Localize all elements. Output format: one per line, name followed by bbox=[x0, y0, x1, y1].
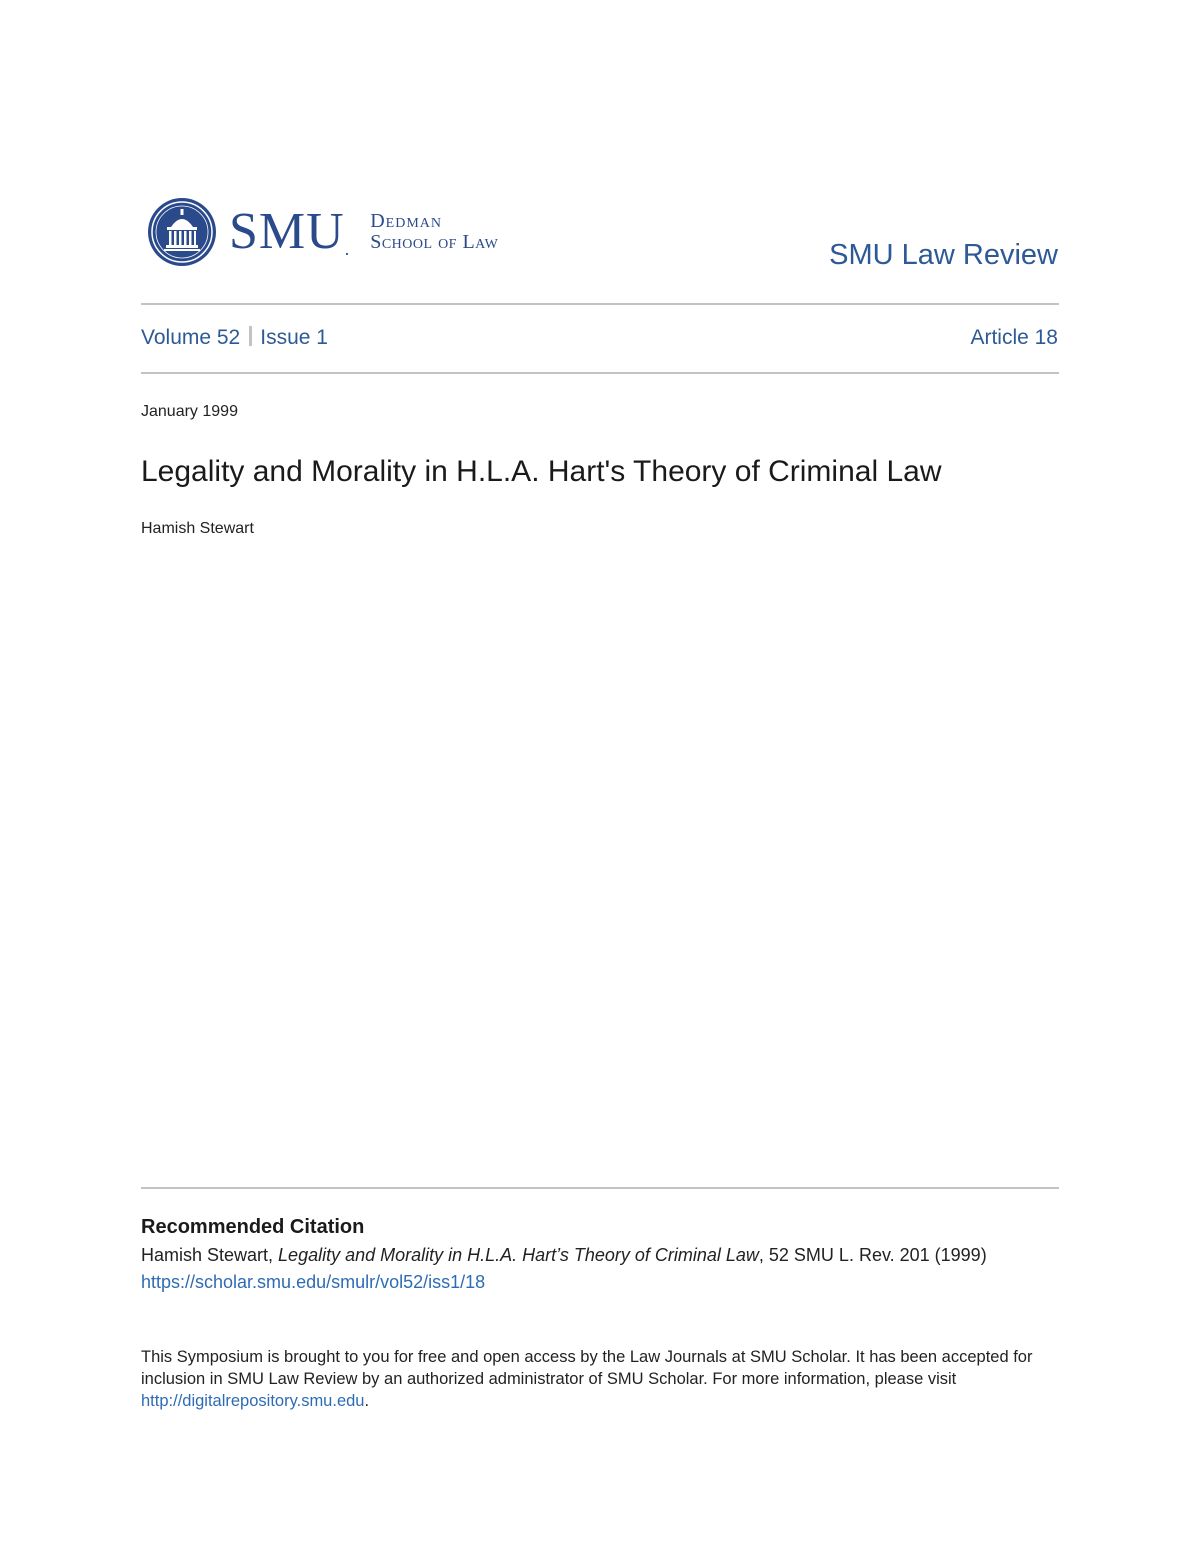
access-note bbox=[141, 1346, 1041, 1412]
access-note-text: This Symposium is brought to you for free and open access by the Law Journals at SMU Scholar. It has been accepted for inclusion in SMU Law Review by an authorized administrator of SMU Scholar. For more information, please visit bbox=[141, 1348, 1033, 1388]
smu-dedman-logo bbox=[147, 196, 498, 268]
school-name bbox=[370, 211, 498, 253]
citation-text bbox=[141, 1245, 987, 1266]
article-author: Hamish Stewart bbox=[141, 520, 254, 537]
repository-link[interactable]: http://digitalrepository.smu.edu bbox=[141, 1392, 365, 1410]
citation-source: , 52 SMU L. Rev. 201 (1999) bbox=[758, 1245, 987, 1265]
school-name-line1: Dedman bbox=[370, 210, 442, 232]
volume-link[interactable]: Volume 52 bbox=[141, 326, 241, 349]
citation-heading: Recommended Citation bbox=[141, 1216, 365, 1238]
article-title: Legality and Morality in H.L.A. Hart's Theory of Criminal Law bbox=[141, 455, 942, 488]
issue-link[interactable]: Issue 1 bbox=[260, 326, 328, 349]
issue-divider bbox=[141, 372, 1059, 374]
smu-wordmark bbox=[229, 203, 351, 260]
citation-title: Legality and Morality in H.L.A. Hart’s Theory of Criminal Law bbox=[278, 1245, 759, 1265]
citation-divider bbox=[141, 1187, 1059, 1189]
citation-author: Hamish Stewart, bbox=[141, 1245, 279, 1265]
citation-url-link[interactable]: https://scholar.smu.edu/smulr/vol52/iss1/18 bbox=[141, 1272, 486, 1292]
header-divider bbox=[141, 303, 1059, 305]
publication-date: January 1999 bbox=[141, 403, 238, 420]
article-number: Article 18 bbox=[970, 326, 1058, 349]
issue-separator bbox=[249, 326, 252, 346]
journal-name: SMU Law Review bbox=[829, 239, 1058, 271]
wordmark-text: SMU bbox=[229, 203, 345, 260]
smu-seal-icon bbox=[147, 197, 217, 267]
wordmark-dot: . bbox=[344, 239, 351, 259]
issue-info bbox=[141, 327, 328, 348]
access-note-end: . bbox=[364, 1392, 370, 1410]
school-name-line2: School of Law bbox=[370, 231, 499, 253]
